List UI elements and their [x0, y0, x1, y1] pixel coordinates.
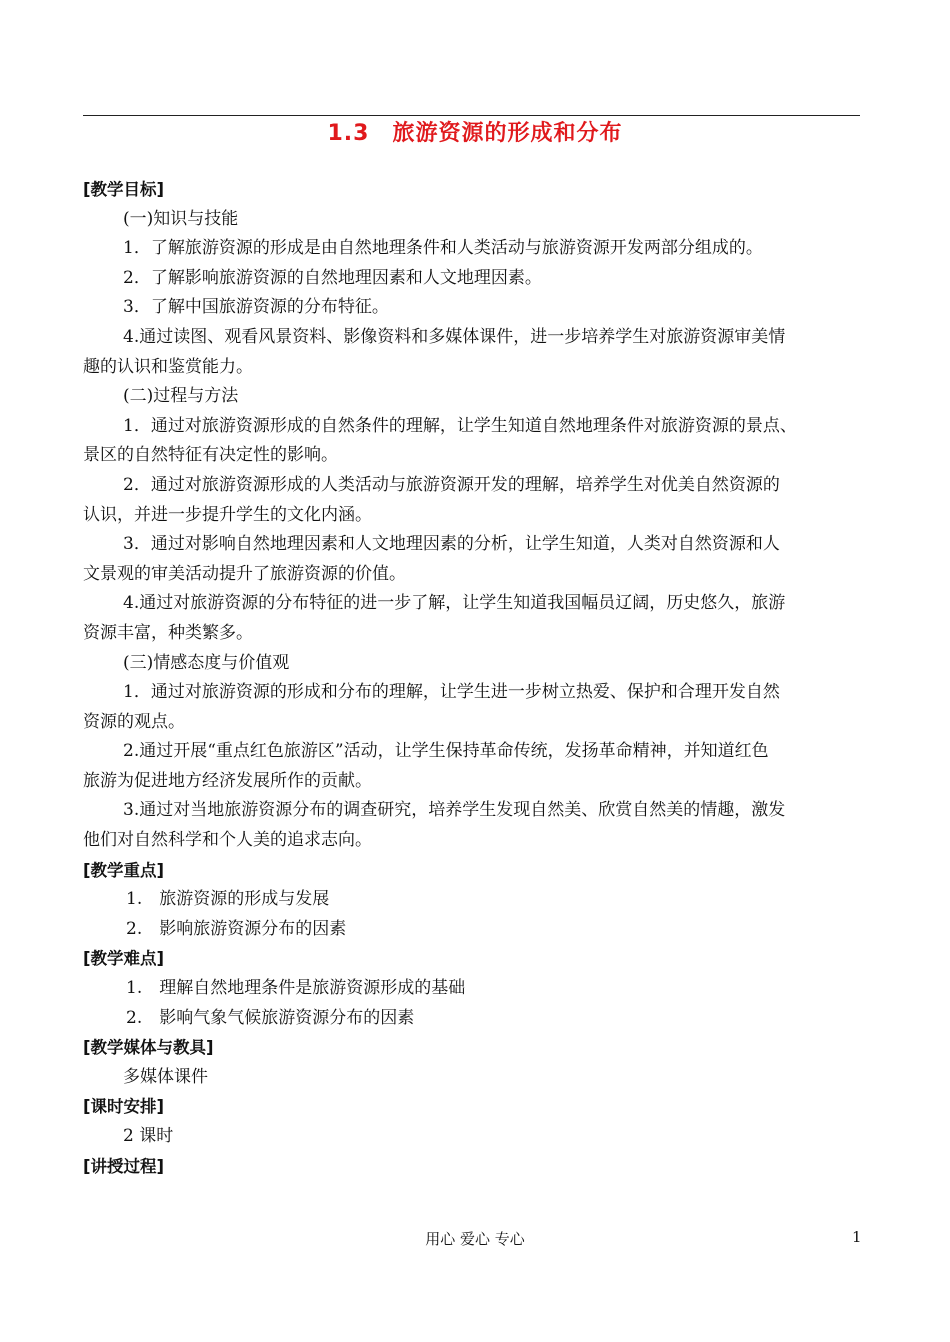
paragraph-line: 认识，并进一步提升学生的文化内涵。	[83, 504, 372, 525]
paragraph-line: 1．通过对旅游资源的形成和分布的理解，让学生进一步树立热爱、保护和合理开发自然	[123, 682, 780, 703]
paragraph-line: 2 课时	[123, 1126, 174, 1146]
section-heading-goals: [教学目标]	[83, 180, 165, 199]
paragraph-line: 1．通过对旅游资源形成的自然条件的理解，让学生知道自然地理条件对旅游资源的景点、	[123, 415, 797, 436]
paragraph-line: 3．通过对影响自然地理因素和人文地理因素的分析，让学生知道，人类对自然资源和人	[123, 534, 780, 555]
subsection-heading: (二)过程与方法	[123, 386, 239, 407]
paragraph-line: 景区的自然特征有决定性的影响。	[83, 445, 338, 466]
section-heading-media: [教学媒体与教具]	[83, 1038, 214, 1058]
paragraph-line: 4.通过读图、观看风景资料、影像资料和多媒体课件，进一步培养学生对旅游资源审美情	[123, 326, 786, 347]
paragraph-line: 2.通过开展“重点红色旅游区”活动，让学生保持革命传统，发扬革命精神，并知道红色	[123, 741, 769, 762]
subsection-heading: (三)情感态度与价值观	[123, 652, 290, 673]
list-item: 2. 影响气象气候旅游资源分布的因素	[126, 1007, 415, 1028]
paragraph-line: 资源的观点。	[83, 711, 185, 732]
section-heading-key-points: [教学重点]	[83, 860, 165, 880]
paragraph-line: 4.通过对旅游资源的分布特征的进一步了解，让学生知道我国幅员辽阔，历史悠久，旅游	[123, 593, 786, 614]
paragraph-line: 2．通过对旅游资源形成的人类活动与旅游资源开发的理解，培养学生对优美自然资源的	[123, 474, 780, 495]
paragraph-line: 多媒体课件	[123, 1066, 208, 1087]
paragraph-line: 3.通过对当地旅游资源分布的调查研究，培养学生发现自然美、欣赏自然美的情趣，激发	[123, 800, 786, 821]
paragraph-line: 旅游为促进地方经济发展所作的贡献。	[83, 770, 372, 791]
list-item: 1. 理解自然地理条件是旅游资源形成的基础	[126, 978, 466, 999]
list-item: 2. 影响旅游资源分布的因素	[126, 918, 347, 939]
paragraph-line: 他们对自然科学和个人美的追求志向。	[83, 830, 372, 851]
list-item: 1. 旅游资源的形成与发展	[126, 889, 330, 910]
paragraph-line: 2．了解影响旅游资源的自然地理因素和人文地理因素。	[123, 267, 542, 288]
section-heading-process: [讲授过程]	[83, 1156, 165, 1176]
document-body	[83, 175, 863, 1181]
paragraph-line: 1．了解旅游资源的形成是由自然地理条件和人类活动与旅游资源开发两部分组成的。	[123, 238, 763, 259]
page-number: 1	[852, 1228, 862, 1246]
paragraph-line: 3．了解中国旅游资源的分布特征。	[123, 297, 389, 318]
footer-text: 用心 爱心 专心	[425, 1230, 525, 1248]
subsection-heading: (一)知识与技能	[123, 208, 239, 229]
page-title: 1.3 旅游资源的形成和分布	[327, 121, 623, 146]
paragraph-line: 资源丰富，种类繁多。	[83, 622, 253, 643]
paragraph-line: 文景观的审美活动提升了旅游资源的价值。	[83, 563, 406, 584]
section-heading-difficulties: [教学难点]	[83, 949, 165, 969]
paragraph-line: 趣的认识和鉴赏能力。	[83, 356, 253, 377]
section-heading-schedule: [课时安排]	[83, 1097, 165, 1117]
